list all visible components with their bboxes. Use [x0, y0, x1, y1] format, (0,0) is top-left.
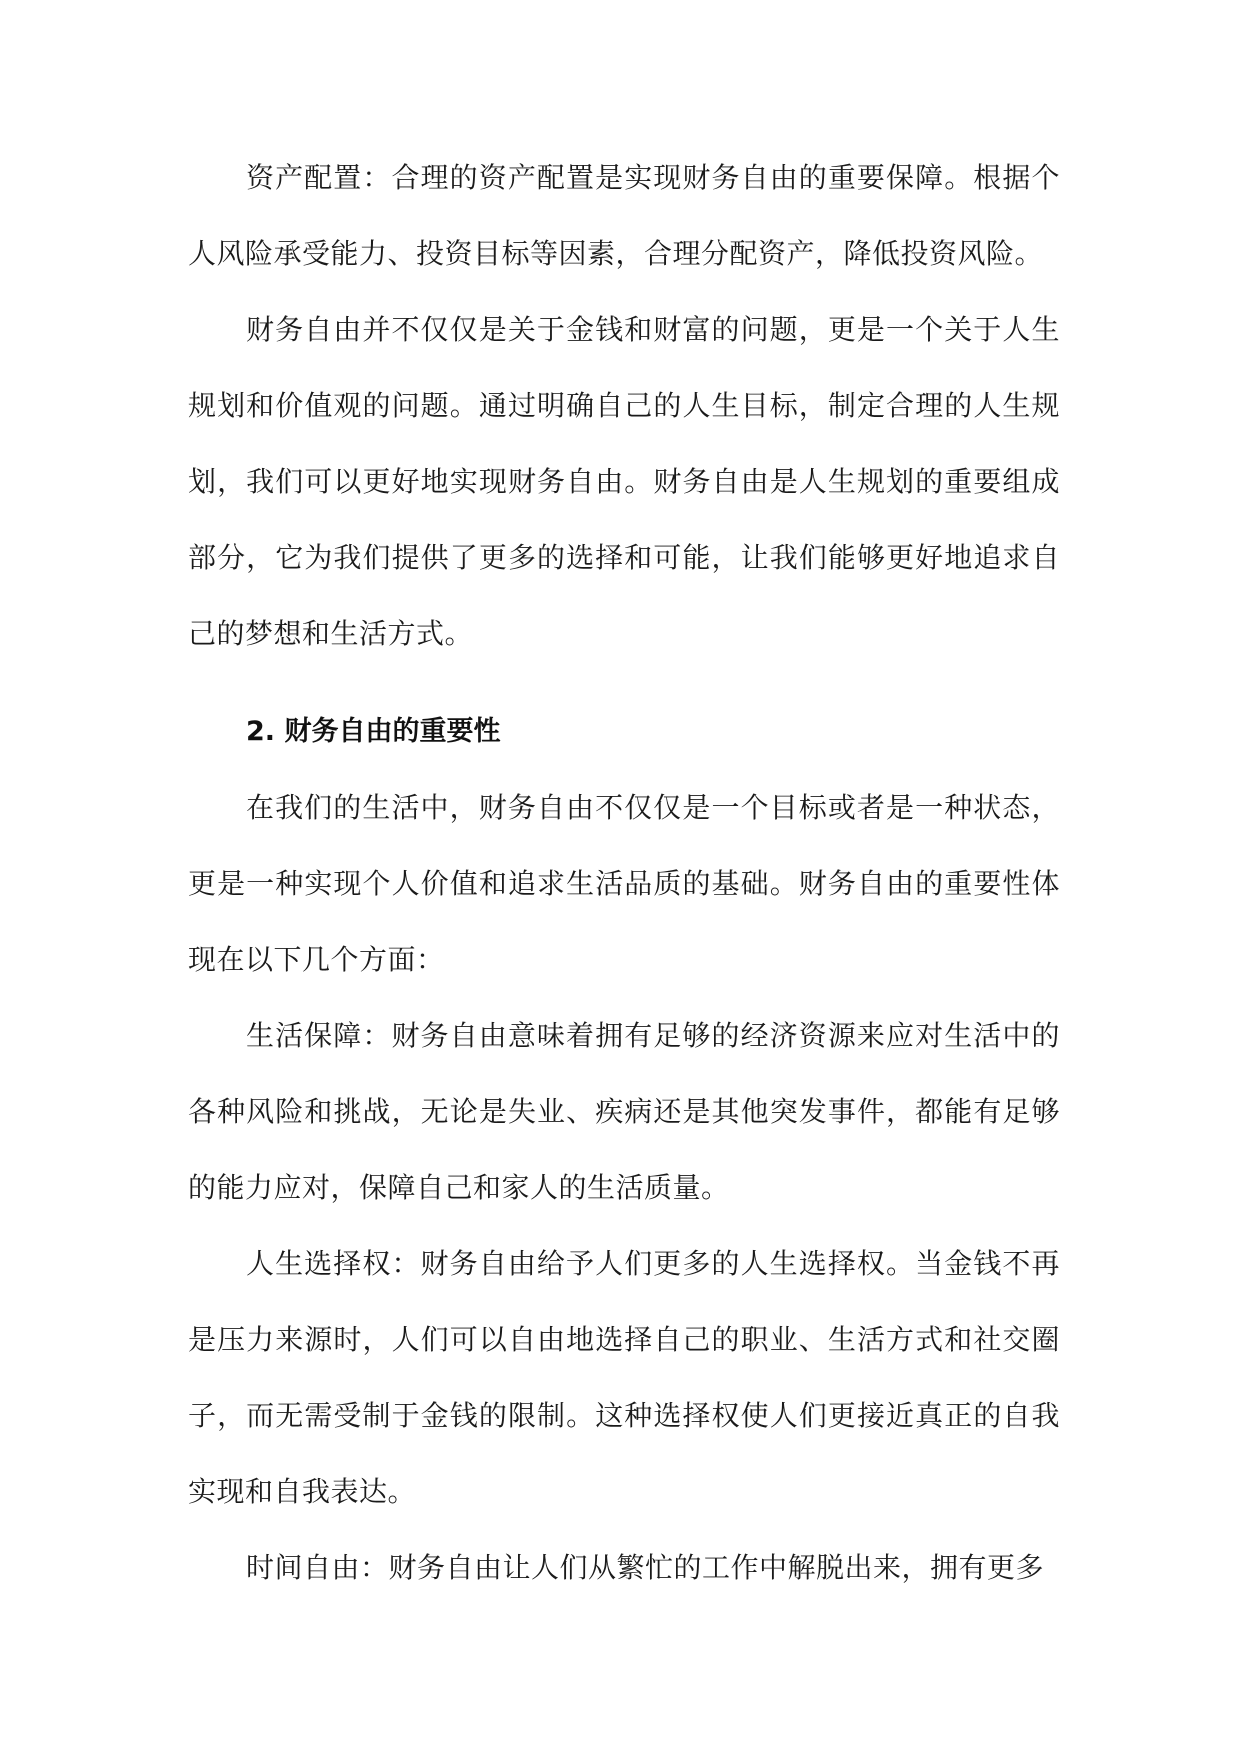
section-heading: 2. 财务自由的重要性: [246, 716, 501, 747]
paragraph-life-security: 生活保障：财务自由意味着拥有足够的经济资源来应对生活中的各种风险和挑战，无论是失业、疾病还是其他突发事件，都能有足够的能力应对，保障自己和家人的生活质量。: [188, 1019, 1060, 1204]
paragraph-asset-allocation: 资产配置：合理的资产配置是实现财务自由的重要保障。根据个人风险承受能力、投资目标等因素，合理分配资产，降低投资风险。: [188, 161, 1060, 270]
paragraph-life-choice: 人生选择权：财务自由给予人们更多的人生选择权。当金钱不再是压力来源时，人们可以自由地选择自己的职业、生活方式和社交圈子，而无需受制于金钱的限制。这种选择权使人们更接近真正的自我实现和自我表达。: [188, 1247, 1060, 1508]
paragraph-importance-intro: 在我们的生活中，财务自由不仅仅是一个目标或者是一种状态，更是一种实现个人价值和追求生活品质的基础。财务自由的重要性体现在以下几个方面：: [188, 791, 1060, 976]
document-body: [188, 140, 1060, 1606]
paragraph-time-freedom: 时间自由：财务自由让人们从繁忙的工作中解脱出来，拥有更多: [246, 1551, 1045, 1584]
paragraph-life-planning: 财务自由并不仅仅是关于金钱和财富的问题，更是一个关于人生规划和价值观的问题。通过明确自己的人生目标，制定合理的人生规划，我们可以更好地实现财务自由。财务自由是人生规划的重要组成部分，它为我们提供了更多的选择和可能，让我们能够更好地追求自己的梦想和生活方式。: [188, 313, 1060, 650]
